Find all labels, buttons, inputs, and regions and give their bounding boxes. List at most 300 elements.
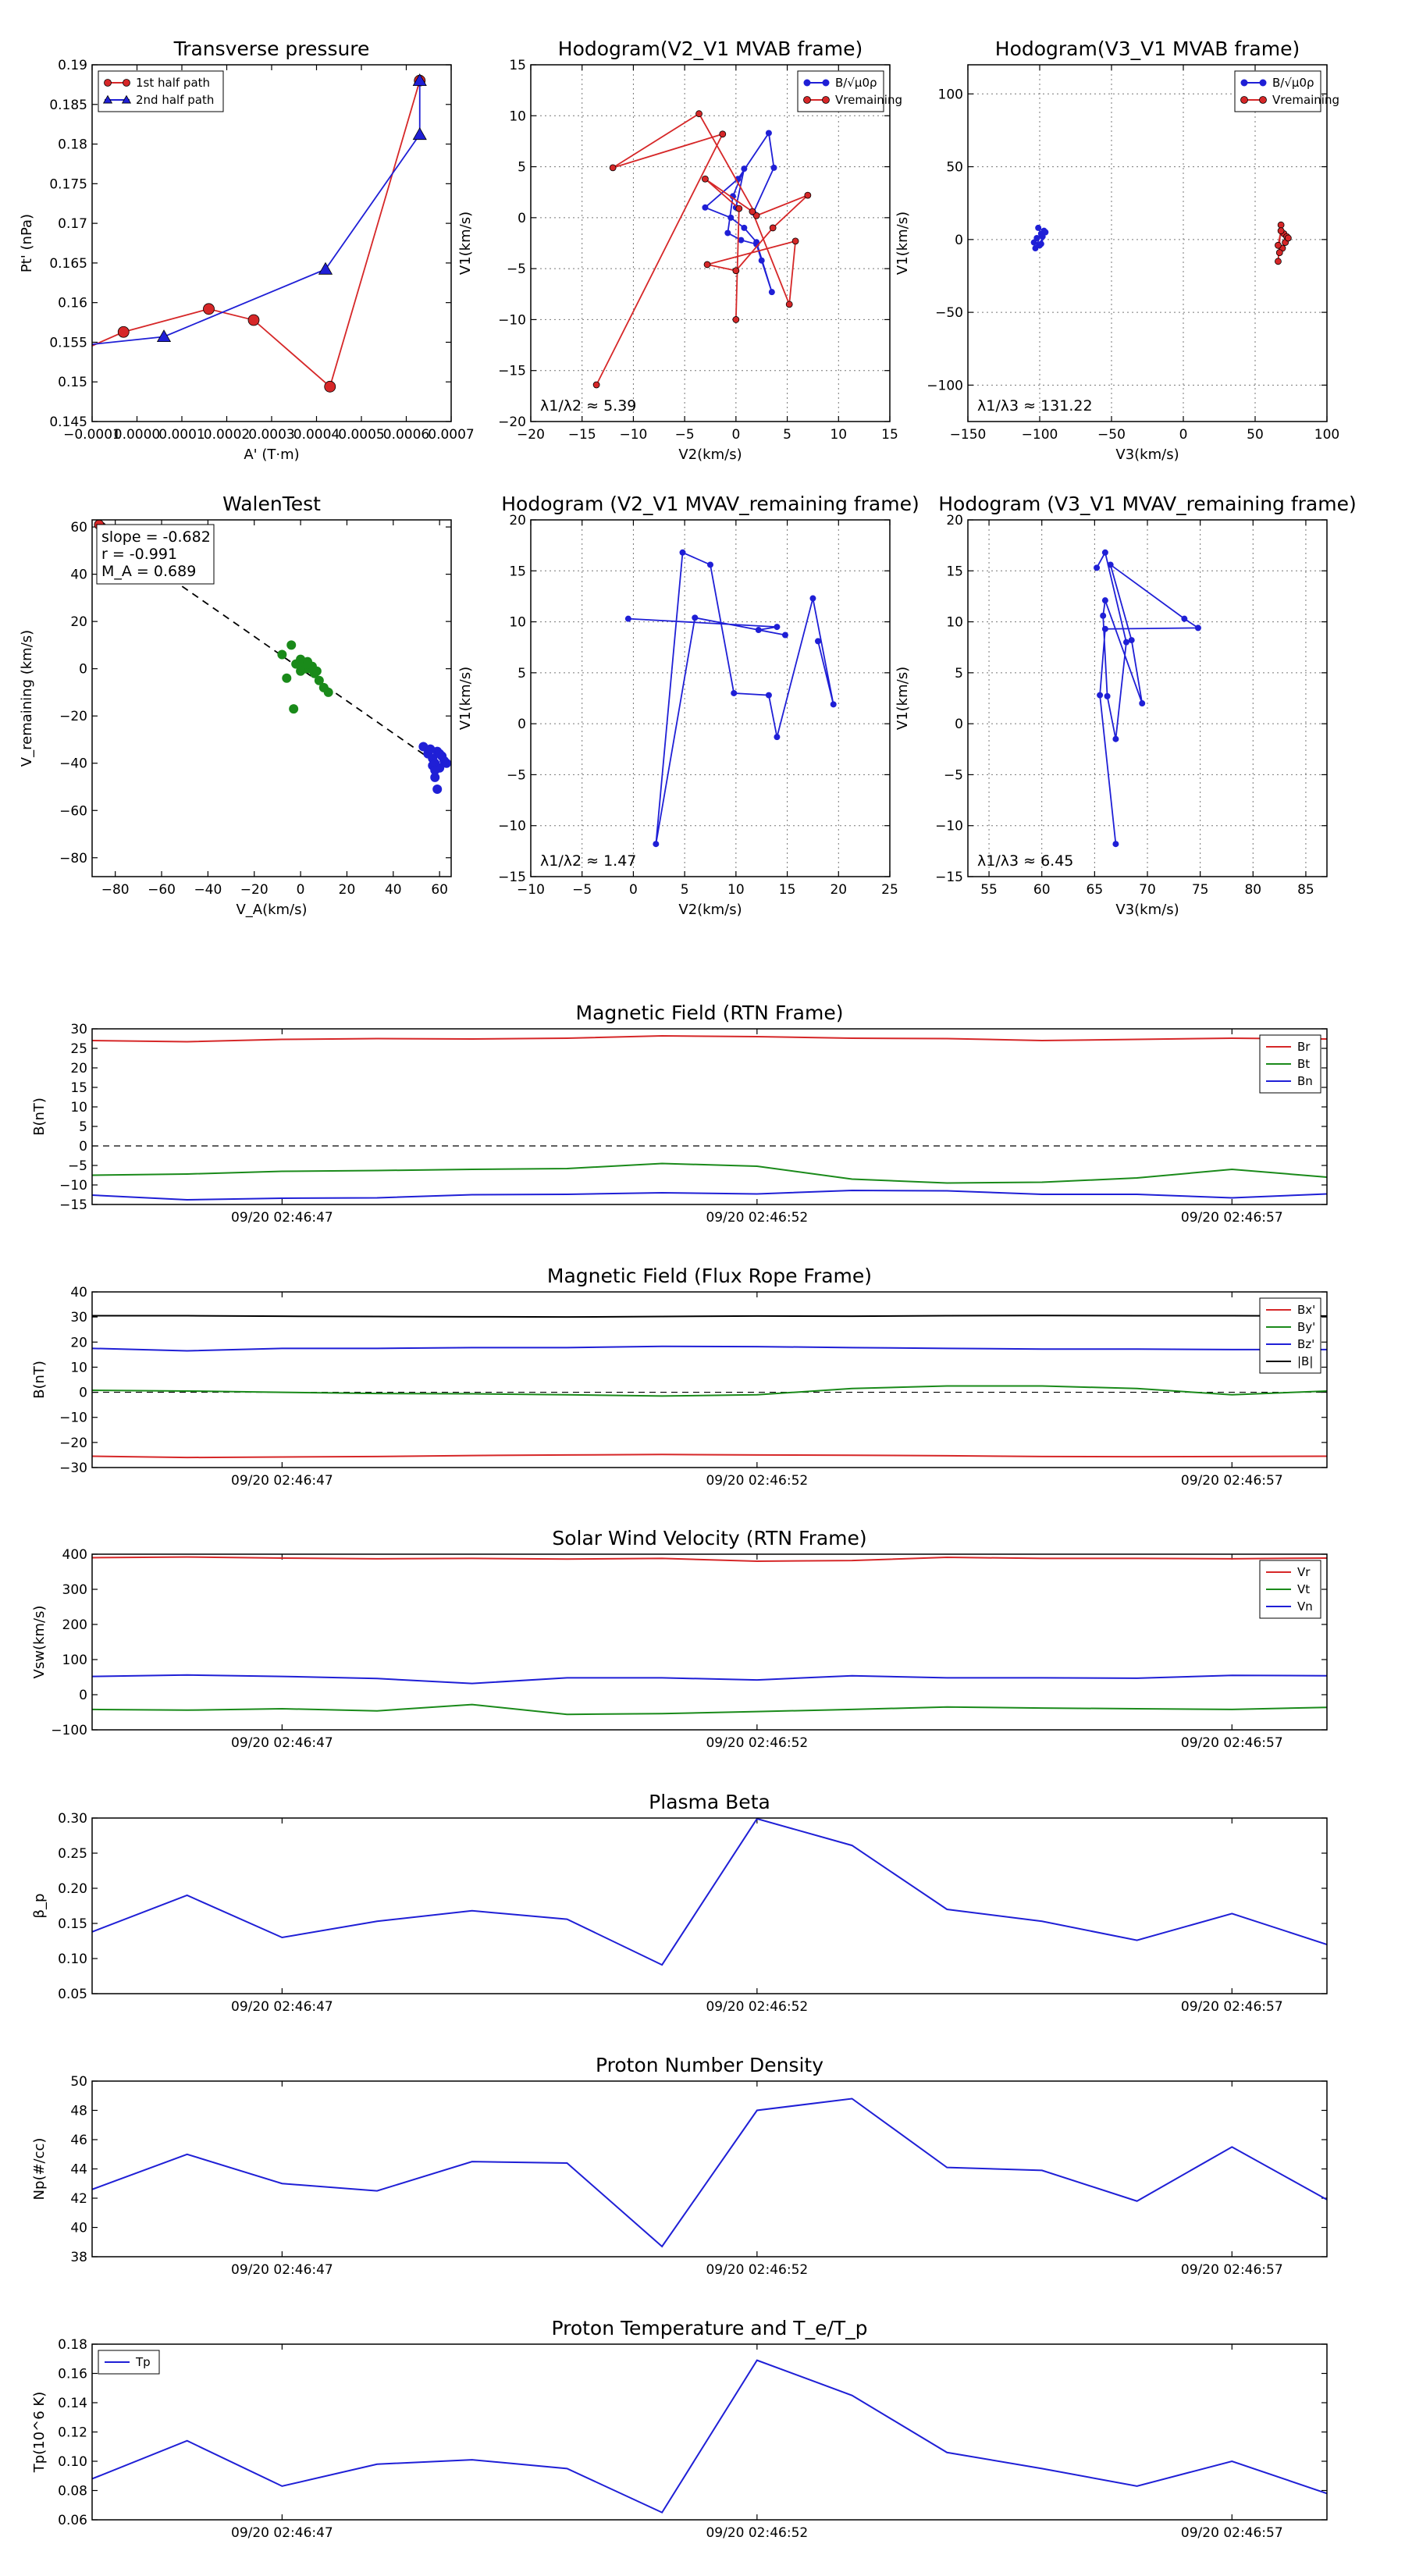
series-line (92, 1347, 1327, 1351)
y-tick-label: −5 (67, 1158, 87, 1174)
data-point (15, 299, 26, 310)
x-tick-label: 40 (384, 882, 402, 898)
x-tick-label: −100 (1021, 427, 1058, 443)
legend-label: B/√μ0ρ (835, 76, 877, 90)
series-tp (92, 2361, 1327, 2513)
chart-magnetic-field-rtn (31, 1002, 1327, 1226)
y-tick-label: 0 (79, 1385, 87, 1401)
y-tick-label: 400 (62, 1547, 87, 1563)
data-point (118, 326, 129, 337)
x-tick-label: −80 (101, 882, 130, 898)
data-point (1181, 616, 1187, 622)
chart-proton-temperature (31, 2317, 1327, 2541)
x-tick-label: 09/20 02:46:57 (1180, 2525, 1283, 2541)
y-tick-label: 100 (62, 1653, 87, 1668)
data-point (770, 165, 777, 171)
plot-area (92, 1819, 1327, 1965)
series-line (92, 1454, 1327, 1457)
x-axis-label: V2(km/s) (678, 447, 742, 463)
data-point (1102, 626, 1108, 632)
y-tick-label: 50 (946, 159, 963, 176)
legend (98, 71, 223, 112)
data-point (792, 238, 799, 244)
series-line (92, 1557, 1327, 1561)
y-tick-label: 0.06 (58, 2513, 87, 2528)
y-tick-label: −80 (59, 850, 87, 866)
data-point (770, 225, 776, 231)
y-tick-label: 30 (70, 1310, 87, 1326)
x-tick-label: 0 (296, 882, 305, 898)
x-tick-label: 55 (980, 882, 998, 898)
y-tick-label: 0 (518, 717, 526, 733)
data-point (324, 688, 333, 697)
chart-title: Hodogram (V3_V1 MVAV_remaining frame) (938, 493, 1357, 515)
data-point (435, 749, 444, 759)
plot-area (593, 111, 811, 388)
y-tick-label: 5 (955, 665, 963, 681)
legend-marker (823, 97, 830, 104)
legend-label: |B| (1297, 1354, 1314, 1368)
ratio-annotation: λ1/λ3 ≈ 6.45 (977, 852, 1074, 870)
y-tick-label: 20 (509, 513, 526, 528)
legend-label: Vt (1297, 1582, 1311, 1596)
data-point (319, 263, 333, 275)
y-tick-label: 0.10 (58, 1952, 87, 1967)
data-point (55, 354, 66, 365)
legend-label: 1st half path (136, 76, 211, 90)
data-point (1094, 564, 1100, 571)
data-point (733, 268, 739, 274)
x-tick-label: 0.0002 (203, 427, 251, 443)
y-tick-label: 40 (70, 1285, 87, 1300)
annotation-text: slope = -0.682 (101, 528, 211, 546)
y-tick-label: 46 (70, 2133, 87, 2148)
data-point (32, 388, 45, 400)
x-tick-label: 09/20 02:46:57 (1180, 1999, 1283, 2015)
series-0 (92, 2099, 1327, 2247)
legend-marker (1241, 97, 1248, 104)
legend-label: By' (1297, 1320, 1316, 1334)
x-tick-label: −150 (949, 427, 987, 443)
series-1 (277, 640, 333, 713)
data-point (1097, 692, 1103, 699)
x-axis-label: V3(km/s) (1115, 447, 1179, 463)
ratio-annotation: λ1/λ2 ≈ 5.39 (540, 397, 637, 415)
y-axis-label: B(nT) (31, 1098, 48, 1136)
plot-area (92, 2361, 1327, 2513)
y-tick-label: 10 (70, 1100, 87, 1115)
series-0 (625, 550, 837, 847)
x-tick-label: 09/20 02:46:52 (706, 2525, 809, 2541)
y-tick-label: 0.17 (58, 216, 87, 233)
y-tick-label: 0.145 (49, 415, 87, 430)
series-line (92, 1675, 1327, 1684)
data-point (425, 745, 435, 754)
data-point (14, 297, 27, 309)
series-vn (92, 1675, 1327, 1684)
x-tick-label: 0.0006 (382, 427, 430, 443)
series-line (92, 1819, 1327, 1965)
x-tick-label: −40 (194, 882, 222, 898)
data-point (774, 734, 780, 740)
data-point (1278, 222, 1284, 228)
x-tick-label: 20 (338, 882, 356, 898)
y-axis-label: V_remaining (km/s) (19, 629, 35, 767)
data-point (289, 704, 298, 713)
y-tick-label: 300 (62, 1582, 87, 1598)
chart-title: Hodogram (V2_V1 MVAV_remaining frame) (501, 493, 919, 515)
plot-frame (531, 65, 890, 422)
y-axis-label: Vsw(km/s) (31, 1605, 48, 1679)
x-tick-label: −60 (148, 882, 176, 898)
series-2 (418, 742, 451, 794)
legend-marker (1260, 80, 1267, 87)
data-point (23, 344, 36, 356)
legend-marker (123, 80, 130, 87)
series-line (628, 553, 834, 844)
y-tick-label: −40 (59, 756, 87, 772)
series-line (92, 1315, 1327, 1317)
legend (1260, 1298, 1321, 1373)
plot-frame (92, 2081, 1327, 2257)
x-tick-label: 09/20 02:46:47 (231, 1210, 333, 1226)
x-tick-label: 25 (881, 882, 898, 898)
data-point (33, 343, 44, 354)
x-tick-label: 09/20 02:46:57 (1180, 1735, 1283, 1751)
y-tick-label: −10 (935, 818, 963, 834)
data-point (413, 128, 426, 140)
chart-hodogram-v3-v1-mvab (895, 37, 1339, 463)
legend-label: Tp (136, 2355, 151, 2369)
y-tick-label: 0.12 (58, 2425, 87, 2441)
series-0 (92, 1819, 1327, 1965)
y-tick-label: 0.185 (49, 97, 87, 113)
y-tick-label: −15 (59, 1197, 87, 1213)
x-tick-label: 09/20 02:46:52 (706, 1210, 809, 1226)
y-tick-label: 5 (518, 665, 526, 681)
y-tick-label: 0 (79, 1139, 87, 1155)
x-tick-label: 09/20 02:46:47 (231, 1735, 333, 1751)
legend-marker (823, 80, 830, 87)
series-vremaining (593, 111, 811, 388)
y-tick-label: −20 (59, 709, 87, 725)
y-tick-label: 20 (70, 1335, 87, 1351)
chart-title: Magnetic Field (RTN Frame) (575, 1002, 844, 1024)
plot-frame (92, 2344, 1327, 2520)
chart-title: Hodogram(V3_V1 MVAB frame) (994, 37, 1300, 60)
legend-marker (804, 80, 811, 87)
x-tick-label: 0 (731, 427, 741, 443)
data-point (809, 596, 816, 602)
data-point (741, 165, 747, 172)
x-tick-label: −5 (674, 427, 695, 443)
y-tick-label: −10 (498, 818, 526, 834)
series-line (92, 2361, 1327, 2513)
x-tick-label: 0.0007 (428, 427, 475, 443)
x-tick-label: 09/20 02:46:52 (706, 1999, 809, 2015)
legend-label: Bz' (1297, 1337, 1315, 1351)
data-point (1275, 242, 1281, 248)
data-point (831, 701, 837, 707)
y-tick-label: 15 (509, 58, 526, 73)
data-point (741, 225, 747, 231)
data-point (749, 208, 756, 215)
x-tick-label: −0.0001 (63, 427, 121, 443)
y-tick-label: 0.10 (58, 2454, 87, 2470)
x-tick-label: 80 (1244, 882, 1262, 898)
x-axis-label: A' (T·m) (244, 447, 300, 463)
y-tick-label: −20 (59, 1435, 87, 1451)
data-point (815, 638, 821, 644)
y-tick-label: −60 (59, 803, 87, 820)
legend-marker (1260, 97, 1267, 104)
data-point (727, 215, 734, 221)
data-point (756, 627, 762, 633)
x-tick-label: 09/20 02:46:52 (706, 1473, 809, 1489)
legend (1260, 1560, 1321, 1618)
data-point (733, 316, 739, 322)
y-axis-label: B(nT) (31, 1361, 48, 1399)
y-tick-label: 0.15 (58, 1916, 87, 1932)
data-point (680, 550, 686, 556)
series-line (596, 114, 808, 385)
data-point (707, 561, 713, 568)
y-tick-label: 15 (509, 564, 526, 580)
y-tick-label: −15 (498, 363, 526, 379)
x-tick-label: 15 (778, 882, 796, 898)
legend-label: Bn (1297, 1074, 1313, 1088)
data-point (704, 262, 710, 268)
data-point (1038, 240, 1044, 247)
y-tick-label: 42 (70, 2191, 87, 2207)
x-tick-label: −10 (619, 427, 648, 443)
legend-marker (804, 97, 811, 104)
series-bt (92, 1164, 1327, 1183)
y-tick-label: 20 (70, 1061, 87, 1076)
data-point (286, 640, 296, 649)
x-tick-label: 0 (1179, 427, 1188, 443)
series-line (92, 1164, 1327, 1183)
x-tick-label: 50 (1247, 427, 1264, 443)
data-point (1112, 841, 1119, 847)
data-point (736, 205, 742, 212)
data-point (766, 692, 772, 699)
y-tick-label: −5 (506, 767, 526, 784)
legend-label: Bt (1297, 1057, 1311, 1071)
y-tick-label: 20 (70, 614, 87, 631)
y-axis-label: V1(km/s) (895, 666, 911, 731)
data-point (610, 165, 616, 171)
legend-label: Bx' (1297, 1303, 1316, 1317)
y-tick-label: 48 (70, 2103, 87, 2119)
y-tick-label: −50 (935, 305, 963, 322)
data-point (786, 301, 792, 308)
x-tick-label: 60 (1033, 882, 1051, 898)
data-point (430, 766, 439, 775)
chart-hodogram-v3-v1-mvav (895, 493, 1357, 918)
series-line (92, 1705, 1327, 1715)
data-point (720, 131, 726, 137)
x-tick-label: 60 (431, 882, 448, 898)
y-tick-label: −100 (927, 378, 963, 394)
y-tick-label: 0.175 (49, 176, 87, 193)
x-tick-label: −10 (517, 882, 545, 898)
y-tick-label: −20 (498, 415, 526, 430)
ratio-annotation: λ1/λ3 ≈ 131.22 (977, 397, 1093, 415)
x-axis-label: V2(km/s) (678, 902, 742, 918)
data-point (325, 381, 336, 392)
data-point (1100, 613, 1106, 619)
y-axis-label: V1(km/s) (457, 211, 474, 276)
y-tick-label: 44 (70, 2161, 87, 2178)
legend (1260, 1035, 1321, 1093)
data-point (46, 359, 57, 370)
y-tick-label: 10 (946, 614, 963, 631)
series-br (92, 1036, 1327, 1042)
plot-frame (92, 1292, 1327, 1468)
data-point (692, 614, 698, 621)
plot-frame (92, 1818, 1327, 1994)
x-tick-label: 09/20 02:46:52 (706, 1735, 809, 1751)
legend-label: Vr (1297, 1565, 1311, 1579)
data-point (1102, 597, 1108, 603)
y-tick-label: 50 (70, 2074, 87, 2090)
y-tick-label: 0.14 (58, 2396, 87, 2411)
plot-frame (968, 65, 1327, 422)
plot-area (1031, 222, 1292, 265)
chart-title: WalenTest (222, 493, 321, 515)
legend-label: 2nd half path (136, 93, 215, 107)
y-tick-label: 0.30 (58, 1811, 87, 1827)
data-point (248, 315, 259, 326)
plot-frame (92, 65, 451, 422)
data-point (1123, 639, 1129, 646)
data-point (1102, 550, 1108, 556)
y-tick-label: 0 (79, 1688, 87, 1703)
data-point (702, 176, 708, 182)
y-tick-label: 25 (70, 1041, 87, 1057)
y-tick-label: 0 (955, 232, 963, 248)
data-point (1042, 229, 1048, 236)
y-tick-label: 15 (70, 1080, 87, 1096)
y-tick-label: −5 (506, 262, 526, 278)
y-tick-label: −5 (943, 767, 963, 784)
chart-title: Hodogram(V2_V1 MVAB frame) (557, 37, 863, 60)
x-tick-label: 09/20 02:46:57 (1180, 2262, 1283, 2278)
y-tick-label: 10 (70, 1360, 87, 1376)
series--b- (92, 1315, 1327, 1317)
y-tick-label: 5 (518, 159, 526, 176)
chart-transverse-pressure (14, 37, 475, 463)
y-tick-label: 10 (509, 109, 526, 125)
chart-title: Solar Wind Velocity (RTN Frame) (552, 1527, 867, 1550)
x-tick-label: 09/20 02:46:47 (231, 1473, 333, 1489)
series-line (92, 1386, 1327, 1397)
y-tick-label: 0.08 (58, 2483, 87, 2500)
data-point (769, 289, 775, 295)
data-point (1033, 235, 1040, 241)
x-tick-label: 09/20 02:46:47 (231, 1999, 333, 2015)
x-tick-label: 20 (830, 882, 848, 898)
series-line (92, 1190, 1327, 1200)
annotation-text: M_A = 0.689 (101, 563, 197, 580)
data-point (766, 130, 772, 136)
data-point (759, 258, 765, 264)
y-tick-label: 0.25 (58, 1846, 87, 1862)
y-tick-label: −30 (59, 1461, 87, 1476)
series-b-0- (1031, 225, 1049, 251)
plot-frame (531, 520, 890, 877)
data-point (1276, 250, 1282, 256)
series-bx- (92, 1454, 1327, 1457)
x-tick-label: 09/20 02:46:57 (1180, 1210, 1283, 1226)
data-point (277, 650, 286, 660)
x-tick-label: 100 (1314, 427, 1340, 443)
plot-area (92, 2099, 1327, 2247)
y-axis-label: V1(km/s) (895, 211, 911, 276)
chart-title: Transverse pressure (173, 37, 370, 60)
y-tick-label: 0.18 (58, 137, 87, 153)
x-axis-label: V3(km/s) (1115, 902, 1179, 918)
x-tick-label: 10 (830, 427, 848, 443)
x-tick-label: 0.0000 (113, 427, 161, 443)
x-tick-label: −20 (517, 427, 545, 443)
y-axis-label: Np(#/cc) (31, 2137, 48, 2201)
y-tick-label: −10 (498, 312, 526, 329)
x-tick-label: 0.0004 (293, 427, 340, 443)
plot-area (92, 1036, 1327, 1200)
chart-title: Plasma Beta (649, 1791, 770, 1813)
data-point (1139, 700, 1145, 706)
chart-title: Proton Temperature and T_e/T_p (551, 2317, 868, 2339)
chart-walen-test (19, 493, 451, 918)
y-tick-label: 200 (62, 1617, 87, 1633)
data-point (1285, 235, 1291, 241)
series-bz- (92, 1347, 1327, 1351)
legend-label: B/√μ0ρ (1272, 76, 1314, 90)
y-tick-label: 0.15 (58, 375, 87, 391)
x-tick-label: 70 (1139, 882, 1156, 898)
y-tick-label: 0.20 (58, 1881, 87, 1897)
legend-label: Vremaining (1272, 93, 1340, 107)
data-point (805, 192, 811, 198)
series-by- (92, 1386, 1327, 1397)
data-point (1195, 624, 1201, 631)
data-point (296, 667, 305, 676)
plot-area (625, 550, 837, 847)
series-vr (92, 1557, 1327, 1561)
data-point (303, 660, 312, 669)
y-axis-label: Pt' (nPa) (19, 213, 35, 273)
x-tick-label: −50 (1097, 427, 1126, 443)
y-tick-label: −15 (498, 870, 526, 885)
data-point (593, 382, 599, 388)
x-tick-label: 10 (727, 882, 745, 898)
x-tick-label: 5 (783, 427, 791, 443)
chart-hodogram-v2-v1-mvab (457, 37, 902, 463)
legend (98, 2350, 159, 2374)
chart-title: Proton Number Density (596, 2054, 823, 2076)
data-point (731, 690, 737, 696)
chart-hodogram-v2-v1-mvav (457, 493, 919, 918)
y-tick-label: 0.19 (58, 58, 87, 73)
data-point (32, 292, 45, 304)
y-tick-label: 10 (509, 614, 526, 631)
y-tick-label: 15 (946, 564, 963, 580)
legend-label: Br (1297, 1040, 1311, 1054)
y-tick-label: 0 (518, 210, 526, 226)
y-axis-label: Tp(10^6 K) (31, 2391, 48, 2473)
